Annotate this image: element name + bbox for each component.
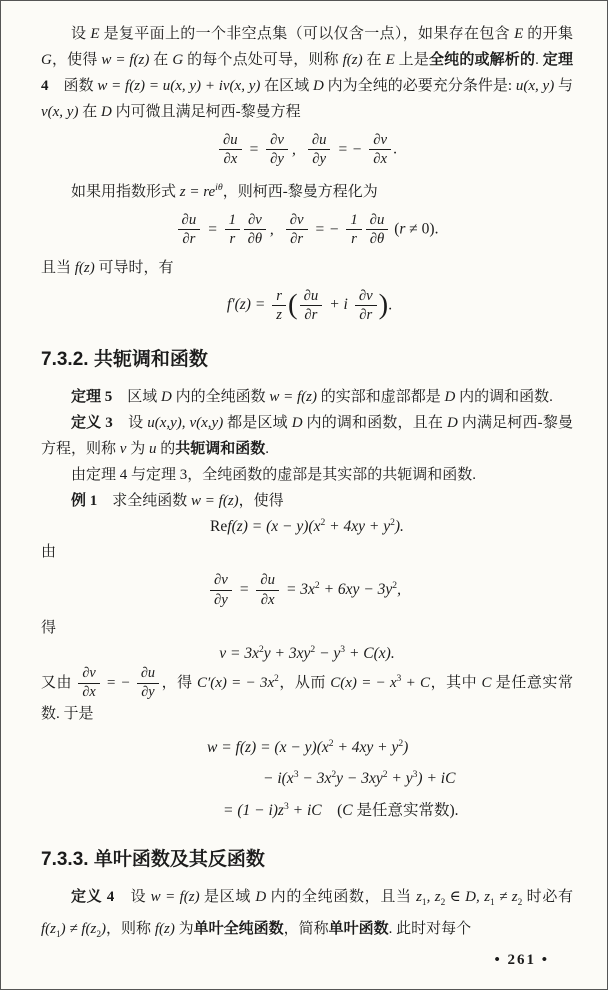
text-segment: ，使得 xyxy=(51,52,102,68)
text-segment: 求全纯函数 xyxy=(97,492,192,509)
frac-den: ∂r xyxy=(290,231,304,248)
text-segment: z = re xyxy=(179,183,216,200)
text-segment: 设 xyxy=(114,888,151,905)
text-segment: E xyxy=(385,52,395,68)
text-segment: ，得 xyxy=(161,675,197,692)
text-segment: C xyxy=(342,801,353,819)
text-segment: ，其中 xyxy=(430,675,482,692)
text-segment: z xyxy=(484,888,491,905)
text-segment: v xyxy=(119,440,127,457)
frac-num: 1 xyxy=(225,212,240,230)
frac-den: ∂r xyxy=(359,307,373,324)
text-segment: 得 xyxy=(41,620,57,637)
text-segment: w = f(z) xyxy=(191,492,239,509)
text-segment: 定义 4 xyxy=(71,888,115,905)
text-segment: ≠ xyxy=(494,888,512,905)
text-segment: u(x, y) xyxy=(515,78,555,94)
text-segment: 3 xyxy=(340,644,346,656)
text-segment: w = f(z) = u(x, y) + iv(x, y) xyxy=(97,78,261,94)
text-segment: 如果用指数形式 xyxy=(71,183,180,200)
text-segment: 内满足柯西-黎曼方程，则称 xyxy=(41,414,573,457)
text-segment: D xyxy=(100,104,112,120)
big-paren-open: ( xyxy=(288,288,298,321)
text-segment: E xyxy=(514,26,524,42)
text-segment: 且当 xyxy=(41,259,75,276)
fraction xyxy=(367,132,393,168)
text-segment: 的 xyxy=(156,440,176,457)
fraction xyxy=(364,212,391,248)
text-segment: Re xyxy=(210,518,228,536)
text-segment: 2 xyxy=(398,738,404,750)
frac-den: r xyxy=(351,231,357,248)
fraction xyxy=(176,212,203,248)
frac-den: ∂x xyxy=(260,591,275,608)
section-heading-7-3-2: 7.3.2. 共轭调和函数 xyxy=(41,348,208,370)
text-segment: f(z xyxy=(41,920,56,937)
text-segment: 的开集 xyxy=(523,26,573,42)
text-segment: 由 xyxy=(41,544,57,561)
frac-num: ∂u xyxy=(308,132,331,150)
frac-num: ∂u xyxy=(366,212,389,230)
text-segment: 的实部和虚部都是 xyxy=(317,388,445,405)
text-segment: , xyxy=(426,888,435,905)
text-segment: 2 xyxy=(392,579,398,591)
text-segment: iθ xyxy=(215,181,223,193)
frac-num: ∂v xyxy=(266,132,288,150)
text-segment: ). xyxy=(394,518,404,536)
text-segment: ∈ xyxy=(445,888,466,905)
text-segment: 3 xyxy=(293,769,299,781)
text-segment: 2 xyxy=(314,579,320,591)
frac-den: ∂θ xyxy=(247,231,263,248)
remark-paragraph xyxy=(41,462,573,488)
text-segment: 1 xyxy=(490,897,495,908)
equation-polar-cauchy-riemann xyxy=(41,212,573,248)
text-segment: w = f(z) xyxy=(150,888,200,905)
text-segment: 区域 xyxy=(112,388,162,405)
text-segment: 是复平面上的一个非空点集（可以仅含一点），如果存在包含 xyxy=(99,26,515,42)
text-segment: 单叶全纯函数 xyxy=(193,920,284,937)
equation-derivative-polar xyxy=(41,288,573,324)
text-segment: 定义 3 xyxy=(71,414,113,431)
text-segment: 共轭调和函数 xyxy=(175,440,266,457)
text-segment: C′(x) = − 3x xyxy=(196,675,275,692)
text-segment: 时必有 xyxy=(522,888,573,905)
text-segment: 单叶函数 xyxy=(328,920,389,937)
fraction xyxy=(284,212,310,248)
frac-den: z xyxy=(276,307,283,324)
definition-3-paragraph xyxy=(41,410,573,462)
equals-sign: = xyxy=(207,220,218,238)
equation-dv-dy xyxy=(41,572,573,608)
text-segment: f(z) xyxy=(154,920,175,937)
condition-text xyxy=(390,221,438,238)
comma-separator: , xyxy=(291,140,296,158)
text-segment: 内的调和函数. xyxy=(455,388,553,405)
frac-den: ∂θ xyxy=(369,231,385,248)
fraction xyxy=(298,288,325,324)
text-segment: ≠ 0). xyxy=(405,220,439,238)
fraction xyxy=(264,132,290,168)
connective-de xyxy=(41,615,573,641)
polynomial-tail xyxy=(286,581,401,598)
text-segment: , xyxy=(181,414,190,431)
equals-sign: = xyxy=(248,140,260,158)
frac-num: r xyxy=(272,288,286,306)
text-segment: ) ≠ f(z xyxy=(60,920,97,937)
text-segment: E xyxy=(90,26,100,42)
text-segment: 2 xyxy=(440,897,446,908)
text-segment: ，从而 xyxy=(278,675,331,692)
text-segment: z xyxy=(416,888,422,905)
text-segment: , xyxy=(397,580,401,598)
frac-den: ∂y xyxy=(214,591,228,608)
result-line-1 xyxy=(207,730,573,761)
text-segment: + 6xy − 3y xyxy=(319,580,393,598)
text-segment: y − 3xy xyxy=(336,770,383,788)
text-segment: 内的全纯函数 xyxy=(171,388,270,405)
fraction xyxy=(135,666,161,701)
definition-4-paragraph xyxy=(41,884,573,948)
text-segment: D xyxy=(291,414,303,431)
big-paren-close: ) xyxy=(378,288,389,321)
period: . xyxy=(388,296,393,314)
text-segment: 都是区域 xyxy=(223,414,292,431)
text-segment: 与 xyxy=(554,78,573,94)
equation-v-expression xyxy=(41,644,573,663)
period: . xyxy=(393,140,397,158)
text-segment: 在 xyxy=(149,52,173,68)
text-segment: + 4xy + y xyxy=(325,518,391,536)
result-line-2 xyxy=(263,761,573,792)
text-segment: 又由 xyxy=(41,675,77,692)
frac-num: ∂u xyxy=(178,212,201,230)
text-segment: + y xyxy=(387,770,413,788)
fraction xyxy=(254,572,281,608)
text-segment: 函数 xyxy=(48,78,98,94)
text-segment: 为 xyxy=(126,440,149,457)
text-segment: = 3x xyxy=(285,580,315,598)
text-segment: 全纯的或解析的 xyxy=(429,52,536,68)
text-segment: . xyxy=(535,52,543,68)
equals-sign: = xyxy=(238,580,250,598)
text-segment: − i(x xyxy=(263,770,294,788)
text-segment: = (1 − i)z xyxy=(223,801,284,819)
text-segment: . 此时对每个 xyxy=(388,920,472,937)
fraction xyxy=(217,132,244,168)
text-segment: 定理 5 xyxy=(71,388,113,405)
equation-cauchy-riemann xyxy=(41,132,573,168)
frac-den: r xyxy=(229,231,236,248)
text-segment: ) xyxy=(403,739,409,757)
fraction xyxy=(344,212,363,248)
frac-num: ∂u xyxy=(137,666,159,684)
text-segment: ) + iC xyxy=(417,770,456,788)
text-segment: 由定理 4 与定理 3，全纯函数的虚部是其实部的共轭调和函数. xyxy=(71,466,477,483)
text-segment: 的每个点处可导，则称 xyxy=(183,52,343,68)
theorem-5-paragraph xyxy=(41,384,573,410)
text-segment: + iC xyxy=(288,801,322,819)
frac-num: ∂v xyxy=(78,666,99,684)
frac-den: ∂y xyxy=(141,684,155,701)
fraction xyxy=(306,132,333,168)
text-segment: y + 3xy xyxy=(263,645,311,663)
text-segment: 内可微且满足柯西-黎曼方程 xyxy=(111,104,301,120)
frac-num: 1 xyxy=(346,212,361,230)
text-segment: v(x,y) xyxy=(189,414,224,431)
text-segment: f(z) xyxy=(74,259,95,276)
text-segment: r xyxy=(399,220,406,238)
intro-theorem4-paragraph xyxy=(41,21,573,125)
page-number: • 261 • xyxy=(494,952,549,968)
frac-num: ∂u xyxy=(256,572,279,590)
frac-den: ∂y xyxy=(270,151,284,168)
text-segment: + C xyxy=(401,675,431,692)
text-segment: ( xyxy=(321,801,343,819)
fraction xyxy=(353,288,379,324)
text-segment: D xyxy=(161,388,172,405)
derivation-lead xyxy=(41,675,76,691)
equals-minus-sign: = − xyxy=(337,140,363,158)
text-segment: ( xyxy=(390,220,400,238)
text-segment: ，则柯西-黎曼方程化为 xyxy=(222,183,378,200)
equals-minus-sign: = − xyxy=(314,220,340,238)
polar-form-intro-paragraph xyxy=(41,175,573,205)
text-segment: 2 xyxy=(331,769,337,781)
frac-num: ∂v xyxy=(286,212,308,230)
text-segment: ) xyxy=(101,920,107,937)
text-segment: D xyxy=(465,888,477,905)
text-segment: 上是 xyxy=(394,52,429,68)
text-segment: D xyxy=(444,388,456,405)
text-segment: 2 xyxy=(96,929,102,940)
text-segment: 是任意实常数). xyxy=(352,801,459,819)
text-segment: 2 xyxy=(274,674,279,685)
frac-num: ∂u xyxy=(300,288,323,306)
fraction xyxy=(223,212,242,248)
frac-den: ∂x xyxy=(373,151,388,168)
text-segment: z xyxy=(511,888,518,905)
text-segment: 是区域 xyxy=(199,888,256,905)
text-segment: ，则称 xyxy=(106,920,155,937)
text-segment: 内的调和函数，且在 xyxy=(302,414,448,431)
frac-den: ∂r xyxy=(304,307,318,324)
text-segment: C(x) = − x xyxy=(330,675,397,692)
text-segment: C xyxy=(481,675,492,692)
text-segment: u xyxy=(148,440,157,457)
text-segment: f(z) xyxy=(342,52,363,68)
text-segment: ，简称 xyxy=(283,920,329,937)
text-segment: 是任意实常数. 于是 xyxy=(41,675,573,723)
f-prime-lhs: f′(z) = xyxy=(226,296,266,314)
text-segment: + C(x). xyxy=(345,645,395,663)
text-segment: 3 xyxy=(396,674,402,685)
text-segment: 2 xyxy=(310,644,316,656)
comma-separator: , xyxy=(269,220,274,238)
text-segment: − 3x xyxy=(298,770,332,788)
text-segment: 设 xyxy=(71,26,91,42)
text-segment: . xyxy=(265,440,269,457)
text-segment: , xyxy=(476,888,485,905)
text-segment: w = f(z) xyxy=(101,52,150,68)
text-segment: 2 xyxy=(390,516,395,528)
text-segment: 内为全纯的必要充分条件是: xyxy=(323,78,516,94)
frac-num: ∂v xyxy=(369,132,391,150)
frac-den: ∂x xyxy=(223,151,238,168)
text-segment: 2 xyxy=(328,738,334,750)
text-segment: 1 xyxy=(56,929,61,940)
text-segment: D xyxy=(313,78,324,94)
text-segment: 例 1 xyxy=(71,492,98,509)
text-segment: v = 3x xyxy=(219,645,259,663)
text-segment: + 4xy + y xyxy=(333,739,399,757)
equals-minus-sign: = − xyxy=(101,675,135,692)
text-segment: 3 xyxy=(283,800,289,812)
fraction xyxy=(76,666,101,701)
text-segment: 2 xyxy=(517,897,523,908)
fraction xyxy=(242,212,268,248)
frac-num: ∂v xyxy=(244,212,266,230)
text-segment: 2 xyxy=(258,644,264,656)
frac-den: ∂x xyxy=(82,684,96,701)
fraction xyxy=(208,572,234,608)
example-1-paragraph xyxy=(41,488,573,514)
result-line-3 xyxy=(223,793,573,824)
section-heading-7-3-3: 7.3.3. 单叶函数及其反函数 xyxy=(41,848,265,870)
frac-den: ∂r xyxy=(182,231,196,248)
text-segment: v(x, y) xyxy=(41,104,79,120)
text-segment: ，使得 xyxy=(238,492,284,509)
text-segment: 1 xyxy=(421,897,427,908)
text-segment: 在 xyxy=(362,52,386,68)
text-segment: 设 xyxy=(112,414,148,431)
plus-i-operator: + i xyxy=(329,296,348,314)
text-segment: 3 xyxy=(412,769,418,781)
equation-real-part xyxy=(41,517,573,536)
text-segment: 内的全纯函数，且当 xyxy=(266,888,417,905)
derivation-paragraph xyxy=(41,666,573,727)
equation-final-result xyxy=(207,730,573,823)
text-segment: 为 xyxy=(174,920,194,937)
text-segment: f(z) = (x − y)(x xyxy=(227,518,321,536)
frac-den: ∂y xyxy=(312,151,327,168)
text-segment: 2 xyxy=(382,769,388,781)
text-segment: w = f(z) xyxy=(269,388,318,405)
text-segment: − y xyxy=(315,645,341,663)
text-segment: 2 xyxy=(320,516,326,528)
text-segment: D xyxy=(447,414,458,431)
text-segment: z xyxy=(434,888,441,905)
text-segment: w = f(z) = (x − y)(x xyxy=(207,739,329,757)
connective-you xyxy=(41,539,573,565)
frac-num: ∂v xyxy=(210,572,232,590)
text-segment: u(x,y) xyxy=(147,414,182,431)
text-segment: D xyxy=(255,888,267,905)
frac-num: ∂v xyxy=(355,288,377,306)
fraction xyxy=(270,288,288,324)
text-segment: G xyxy=(41,52,52,68)
text-segment: 可导时，有 xyxy=(94,259,174,276)
frac-num: ∂u xyxy=(219,132,242,150)
text-segment: 在 xyxy=(78,104,101,120)
text-segment: G xyxy=(172,52,184,68)
derivative-intro-paragraph xyxy=(41,255,573,281)
text-segment: 定理 4 xyxy=(41,52,573,94)
text-segment: 在区域 xyxy=(260,78,313,94)
